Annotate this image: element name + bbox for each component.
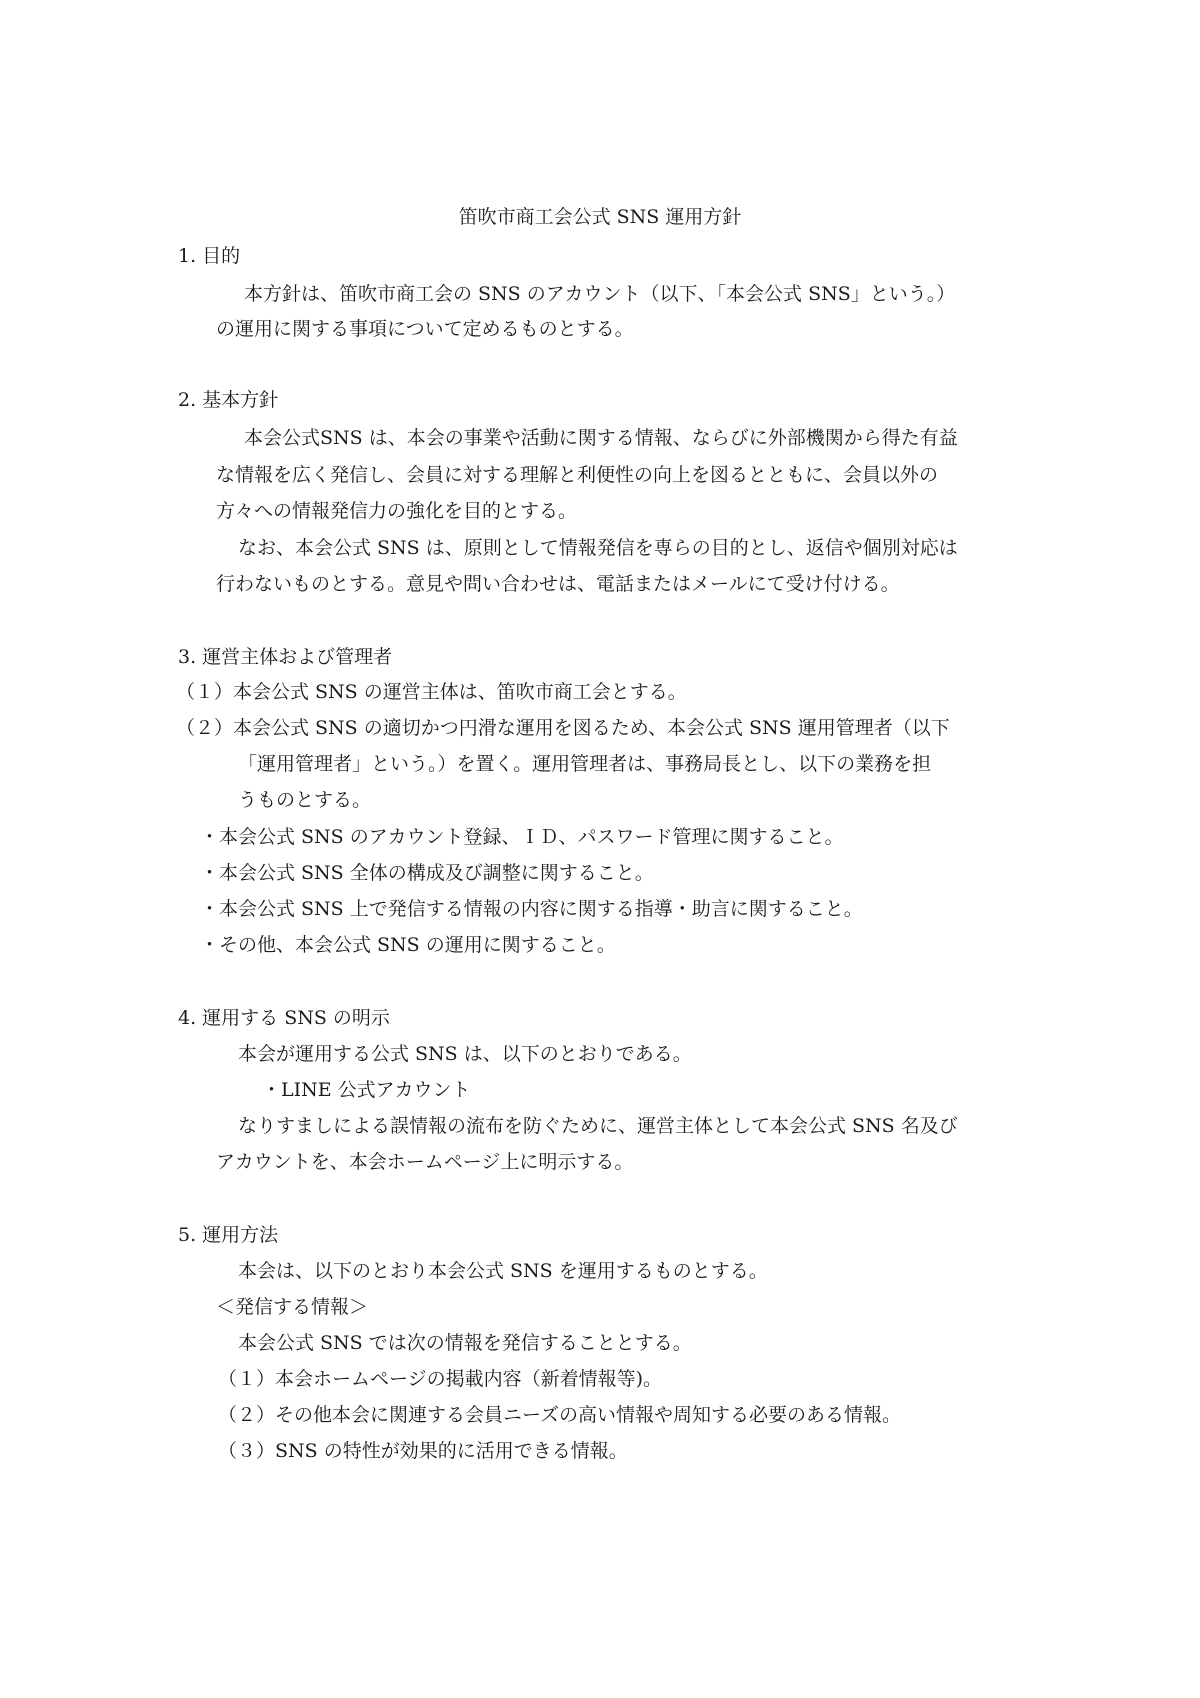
section-heading: 4. 運用する SNS の明示 bbox=[178, 1007, 390, 1029]
paragraph-line: （２）本会公式 SNS の適切かつ円滑な運用を図るため、本会公式 SNS 運用管理者（以下 bbox=[176, 717, 950, 739]
section-heading: 3. 運営主体および管理者 bbox=[178, 646, 393, 668]
section-heading: 1. 目的 bbox=[178, 245, 241, 267]
bullet-item: ・本会公式 SNS 全体の構成及び調整に関すること。 bbox=[200, 862, 654, 884]
paragraph-line: 方々への情報発信力の強化を目的とする。 bbox=[216, 500, 578, 522]
list-item: （３）SNS の特性が効果的に活用できる情報。 bbox=[218, 1440, 628, 1462]
paragraph-line: なりすましによる誤情報の流布を防ぐために、運営主体として本会公式 SNS 名及び bbox=[238, 1115, 958, 1137]
paragraph-line: 本会公式SNS は、本会の事業や活動に関する情報、ならびに外部機関から得た有益 bbox=[244, 427, 958, 449]
paragraph-line: なお、本会公式 SNS は、原則として情報発信を専らの目的とし、返信や個別対応は bbox=[238, 537, 958, 559]
paragraph-line: 本会が運用する公式 SNS は、以下のとおりである。 bbox=[238, 1043, 692, 1065]
paragraph-line: な情報を広く発信し、会員に対する理解と利便性の向上を図るとともに、会員以外の bbox=[216, 464, 939, 486]
paragraph-line: 本会公式 SNS では次の情報を発信することとする。 bbox=[238, 1332, 692, 1354]
paragraph-line: 本方針は、笛吹市商工会の SNS のアカウント（以下、「本会公式 SNS」という。） bbox=[244, 283, 956, 305]
page-title: 笛吹市商工会公式 SNS 運用方針 bbox=[458, 206, 742, 228]
subheading: ＜発信する情報＞ bbox=[216, 1296, 369, 1318]
bullet-item: ・本会公式 SNS のアカウント登録、ＩＤ、パスワード管理に関すること。 bbox=[200, 826, 844, 848]
list-item: （２）その他本会に関連する会員ニーズの高い情報や周知する必要のある情報。 bbox=[218, 1404, 902, 1426]
paragraph-line: 本会は、以下のとおり本会公式 SNS を運用するものとする。 bbox=[238, 1260, 768, 1282]
bullet-item: ・LINE 公式アカウント bbox=[262, 1079, 471, 1101]
section-heading: 5. 運用方法 bbox=[178, 1224, 279, 1246]
bullet-item: ・その他、本会公式 SNS の運用に関すること。 bbox=[200, 934, 616, 956]
paragraph-line: 「運用管理者」という。）を置く。運用管理者は、事務局長とし、以下の業務を担 bbox=[238, 753, 932, 775]
section-heading: 2. 基本方針 bbox=[178, 389, 279, 411]
paragraph-line: （１）本会公式 SNS の運営主体は、笛吹市商工会とする。 bbox=[176, 681, 687, 703]
paragraph-line: 行わないものとする。意見や問い合わせは、電話またはメールにて受け付ける。 bbox=[216, 573, 900, 595]
paragraph-line: うものとする。 bbox=[238, 789, 372, 811]
list-item: （１）本会ホームページの掲載内容（新着情報等)。 bbox=[218, 1368, 663, 1390]
paragraph-line: の運用に関する事項について定めるものとする。 bbox=[216, 318, 634, 340]
paragraph-line: アカウントを、本会ホームページ上に明示する。 bbox=[216, 1151, 634, 1173]
bullet-item: ・本会公式 SNS 上で発信する情報の内容に関する指導・助言に関すること。 bbox=[200, 898, 863, 920]
